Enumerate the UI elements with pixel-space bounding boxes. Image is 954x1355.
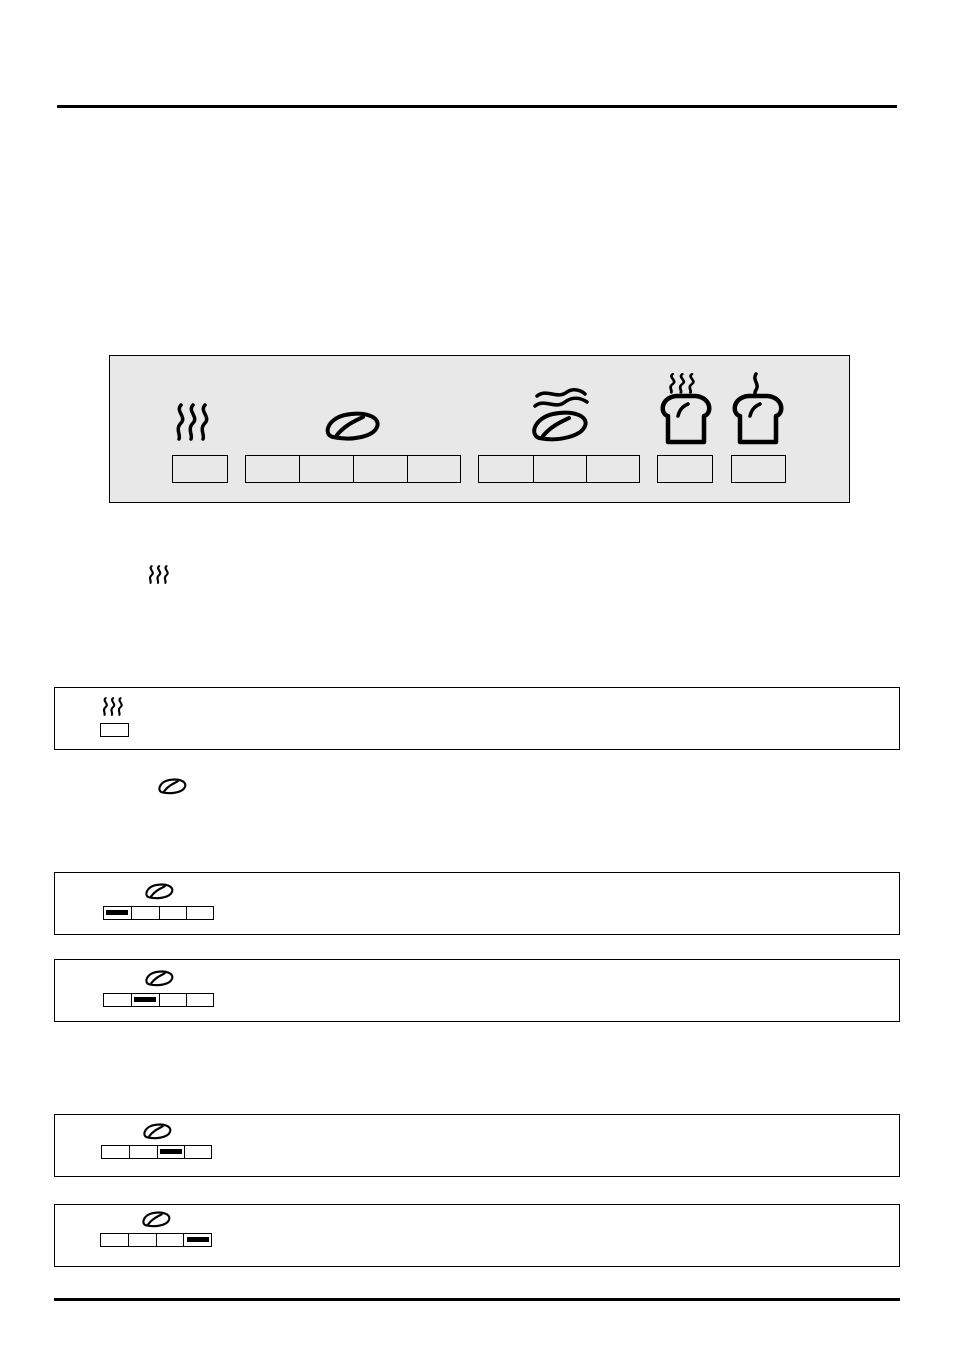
indicator-bread-2-box xyxy=(54,959,900,1022)
defrost-level-3-button[interactable] xyxy=(586,455,640,483)
bread-loaf-icon xyxy=(142,1211,172,1229)
indicator-segment xyxy=(101,1145,130,1159)
toast-heavy-button[interactable] xyxy=(657,455,713,483)
toast-light-button[interactable] xyxy=(731,455,786,483)
top-rule xyxy=(57,105,897,108)
indicator-lit-bar xyxy=(134,997,156,1002)
steam-waves-icon xyxy=(102,698,130,718)
indicator-bread-1-box xyxy=(54,872,900,935)
indicator-lit-bar xyxy=(187,1237,209,1242)
toast-heavy-steam-icon xyxy=(658,372,712,442)
bread-level-2-button[interactable] xyxy=(299,455,354,483)
indicator-segment xyxy=(129,1145,158,1159)
bread-loaf-icon xyxy=(145,883,175,901)
bread-loaf-icon xyxy=(325,411,381,443)
indicator-segment xyxy=(103,993,132,1007)
indicator-segment xyxy=(159,993,187,1007)
indicator-segment xyxy=(186,906,214,920)
indicator-segment xyxy=(184,1145,212,1159)
indicator-lit-bar xyxy=(160,1149,182,1154)
bread-loaf-icon xyxy=(143,1123,173,1141)
indicator-segment xyxy=(100,1233,129,1247)
bread-level-3-button[interactable] xyxy=(353,455,408,483)
indicator-segment xyxy=(159,906,187,920)
indicator-segment xyxy=(128,1233,157,1247)
indicator-lit-bar xyxy=(106,910,128,915)
indicator-heat-box xyxy=(54,687,900,750)
frozen-bread-icon xyxy=(533,388,589,442)
indicator-segment xyxy=(156,1233,184,1247)
toast-light-steam-icon xyxy=(732,372,786,442)
defrost-level-2-button[interactable] xyxy=(533,455,587,483)
steam-waves-icon xyxy=(175,405,223,445)
bottom-rule xyxy=(54,1298,900,1301)
steam-waves-icon xyxy=(148,566,174,586)
indicator-segment xyxy=(131,906,160,920)
bread-level-1-button[interactable] xyxy=(245,455,300,483)
indicator-segment xyxy=(100,723,129,737)
bread-loaf-icon xyxy=(145,970,175,988)
defrost-level-1-button[interactable] xyxy=(478,455,534,483)
heat-button[interactable] xyxy=(172,455,228,483)
bread-loaf-icon xyxy=(158,778,188,796)
indicator-segment xyxy=(186,993,214,1007)
bread-level-4-button[interactable] xyxy=(407,455,461,483)
